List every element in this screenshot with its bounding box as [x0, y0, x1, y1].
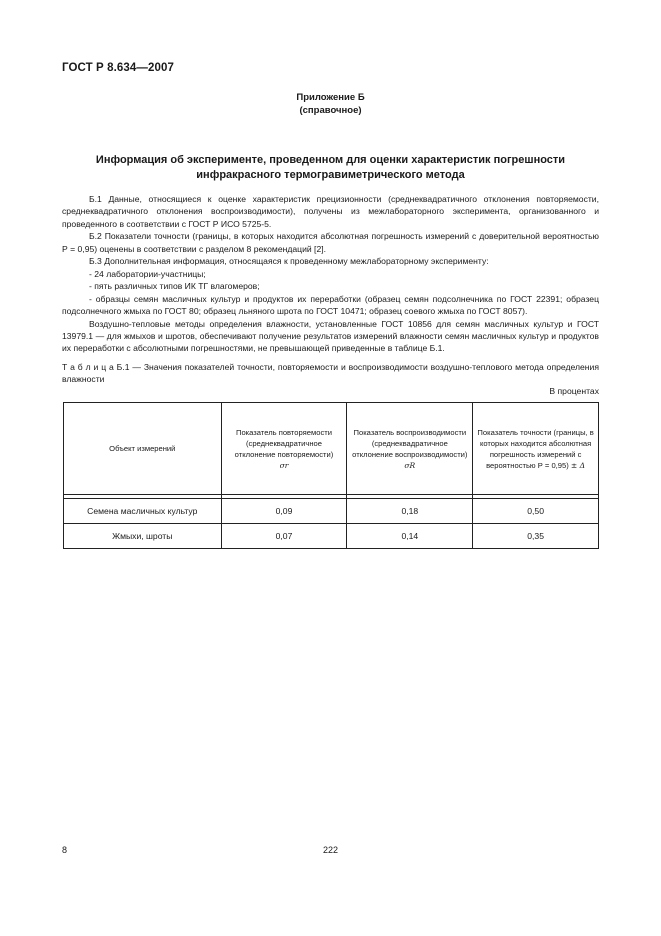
page-number-left: 8: [62, 845, 68, 855]
appendix-title: Приложение Б: [296, 92, 365, 103]
list-item-meters: - пять различных типов ИК ТГ влагомеров;: [89, 281, 260, 292]
page-number-center: 222: [322, 845, 339, 855]
table-header-row: [64, 403, 599, 495]
cell-object: Семена масличных культур: [64, 499, 222, 524]
cell-delta: 0,35: [473, 524, 599, 549]
paragraph-b3: Б.3 Дополнительная информация, относящаяся к проведенному межлабораторному эксперименту:: [89, 256, 489, 267]
cell-sR: 0,14: [347, 524, 473, 549]
list-item-samples: - образцы семян масличных культур и продуктов их переработки (образец семян подсолнечника по ГОСТ 22391; образец подсолнечного жмыха по ГОСТ 80; образец льняного шрота по ГОСТ 10471; образец соевого жмыха по ГОСТ 8057).: [62, 293, 599, 317]
paragraph-methods: Воздушно-тепловые методы определения влажности, установленные ГОСТ 10856 для семян масличных культур и ГОСТ 13979.1 — для жмыхов и шротов, обеспечивают получение результатов измерений влажности семян масличных культур и продуктов их переработки с абсолютными погрешностями, не превышающей приведенные в таблице Б.1.: [62, 318, 599, 354]
table-row: [64, 524, 599, 549]
cell-object: Жмыхи, шроты: [64, 524, 222, 549]
paragraph-b2: Б.2 Показатели точности (границы, в которых находится абсолютная погрешность измерений с доверительной вероятностью Р = 0,95) оценены в соответствии с разделом 8 рекомендаций [2].: [62, 231, 599, 254]
delta-symbol: ± Δ: [570, 460, 586, 470]
cell-sr: 0,09: [221, 499, 347, 524]
main-title-line2: инфракрасного термогравиметрического метода: [196, 169, 465, 181]
units-label: В процентах: [549, 386, 599, 396]
cell-sR: 0,18: [347, 499, 473, 524]
sigma-r-symbol: σr: [279, 460, 289, 470]
body-text: [62, 193, 599, 355]
appendix-subtitle: (справочное): [299, 105, 362, 116]
paragraph-b1: Б.1 Данные, относящиеся к оценке характеристик прецизионности (среднеквадратичного отклонения повторяемости, среднеквадратичного отклонения воспроизводимости), получены из межлабораторного эксперимента, организованного и проведенного в соответствии с ГОСТ Р ИСО 5725-5.: [62, 194, 599, 229]
header-repeatability: Показатель повторяемости (среднеквадратичное отклонение повторяемости) σr: [221, 403, 347, 495]
sigma-R-symbol: σR: [404, 460, 416, 470]
cell-delta: 0,50: [473, 499, 599, 524]
header-accuracy: Показатель точности (границы, в которых находится абсолютная погрешность измерений с вероятностью Р = 0,95) ± Δ: [473, 403, 599, 495]
data-table: [63, 402, 599, 549]
main-title-line1: Информация об эксперименте, проведенном для оценки характеристик погрешности: [95, 154, 566, 166]
cell-sr: 0,07: [221, 524, 347, 549]
header-object: Объект измерений: [64, 403, 222, 495]
appendix-heading: [0, 91, 661, 117]
list-item-labs: - 24 лаборатории-участницы;: [89, 268, 206, 279]
main-title: [0, 153, 661, 183]
document-id-header: ГОСТ Р 8.634—2007: [62, 62, 174, 74]
header-reproducibility: Показатель воспроизводимости (среднеквадратичное отклонение воспроизводимости) σR: [347, 403, 473, 495]
table-caption: Т а б л и ц а Б.1 — Значения показателей точности, повторяемости и воспроизводимости воздушно-теплового метода определения влажности: [62, 362, 599, 385]
table-row: [64, 499, 599, 524]
